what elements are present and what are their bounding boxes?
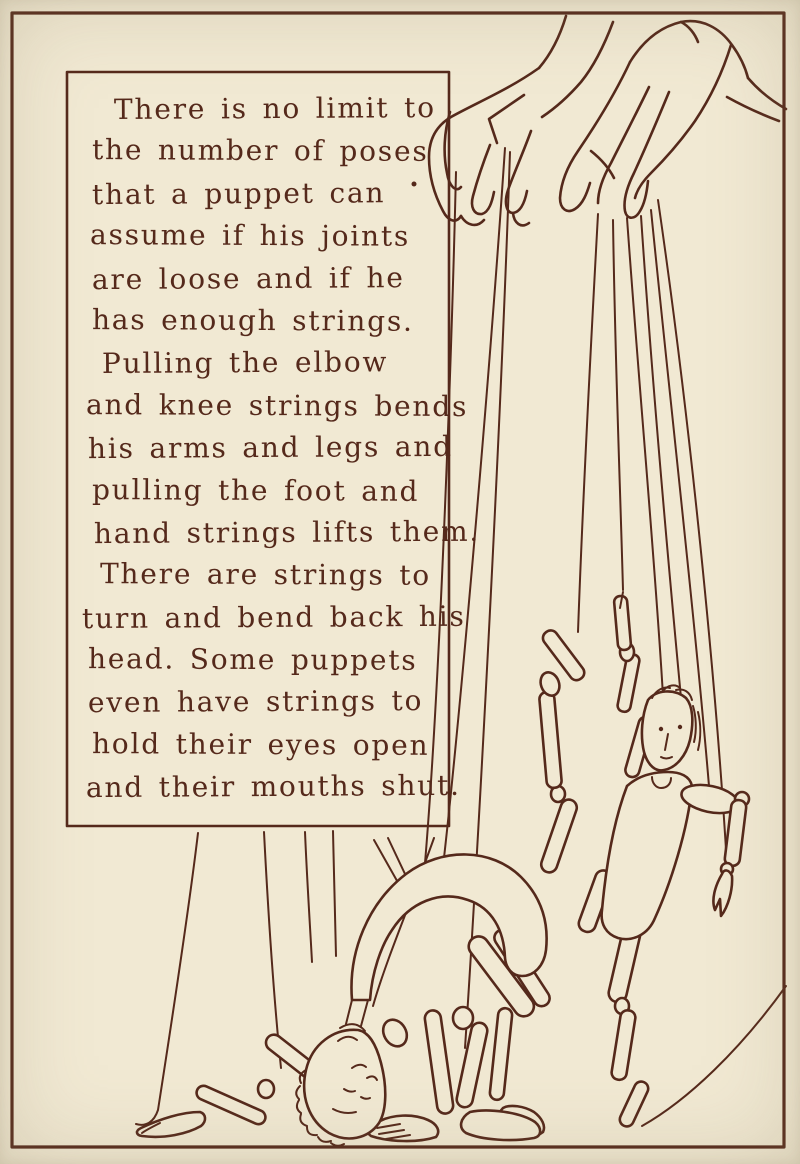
text-line: There are strings to (99, 557, 432, 593)
hanging-foot (618, 1079, 651, 1128)
text-line: and knee strings bends (85, 387, 469, 423)
marionette-upright (537, 592, 749, 1129)
text-line: his arms and legs and (87, 429, 453, 466)
marionette-slumped (137, 854, 553, 1145)
text-line: and their mouths shut. (85, 769, 461, 805)
text-line: There is no limit to (113, 91, 436, 127)
text-line: hand strings lifts them. (93, 514, 481, 550)
text-line: assume if his joints (89, 218, 411, 253)
text-line: Pulling the elbow (101, 345, 389, 381)
drooping-head (304, 1030, 385, 1139)
text-line: hold their eyes open (91, 726, 430, 762)
torso (602, 772, 692, 939)
text-line: pulling the foot and (91, 472, 420, 508)
arched-body (351, 854, 546, 1000)
text-line: turn and bend back his (81, 599, 466, 635)
raised-hand (614, 595, 632, 650)
text-line: the number of poses (91, 133, 429, 169)
text-line: that a puppet can (91, 176, 386, 211)
neck (346, 1000, 368, 1026)
text-line: even have strings to (87, 684, 424, 720)
outstretched-hand (137, 1112, 205, 1137)
text-panel (81, 88, 481, 809)
puppeteer-right-hand (560, 21, 786, 218)
dangling-hand (713, 870, 732, 916)
text-line: head. Some puppets (87, 642, 418, 677)
text-line: has enough strings. (91, 303, 414, 338)
text-line: are loose and if he (91, 260, 405, 296)
